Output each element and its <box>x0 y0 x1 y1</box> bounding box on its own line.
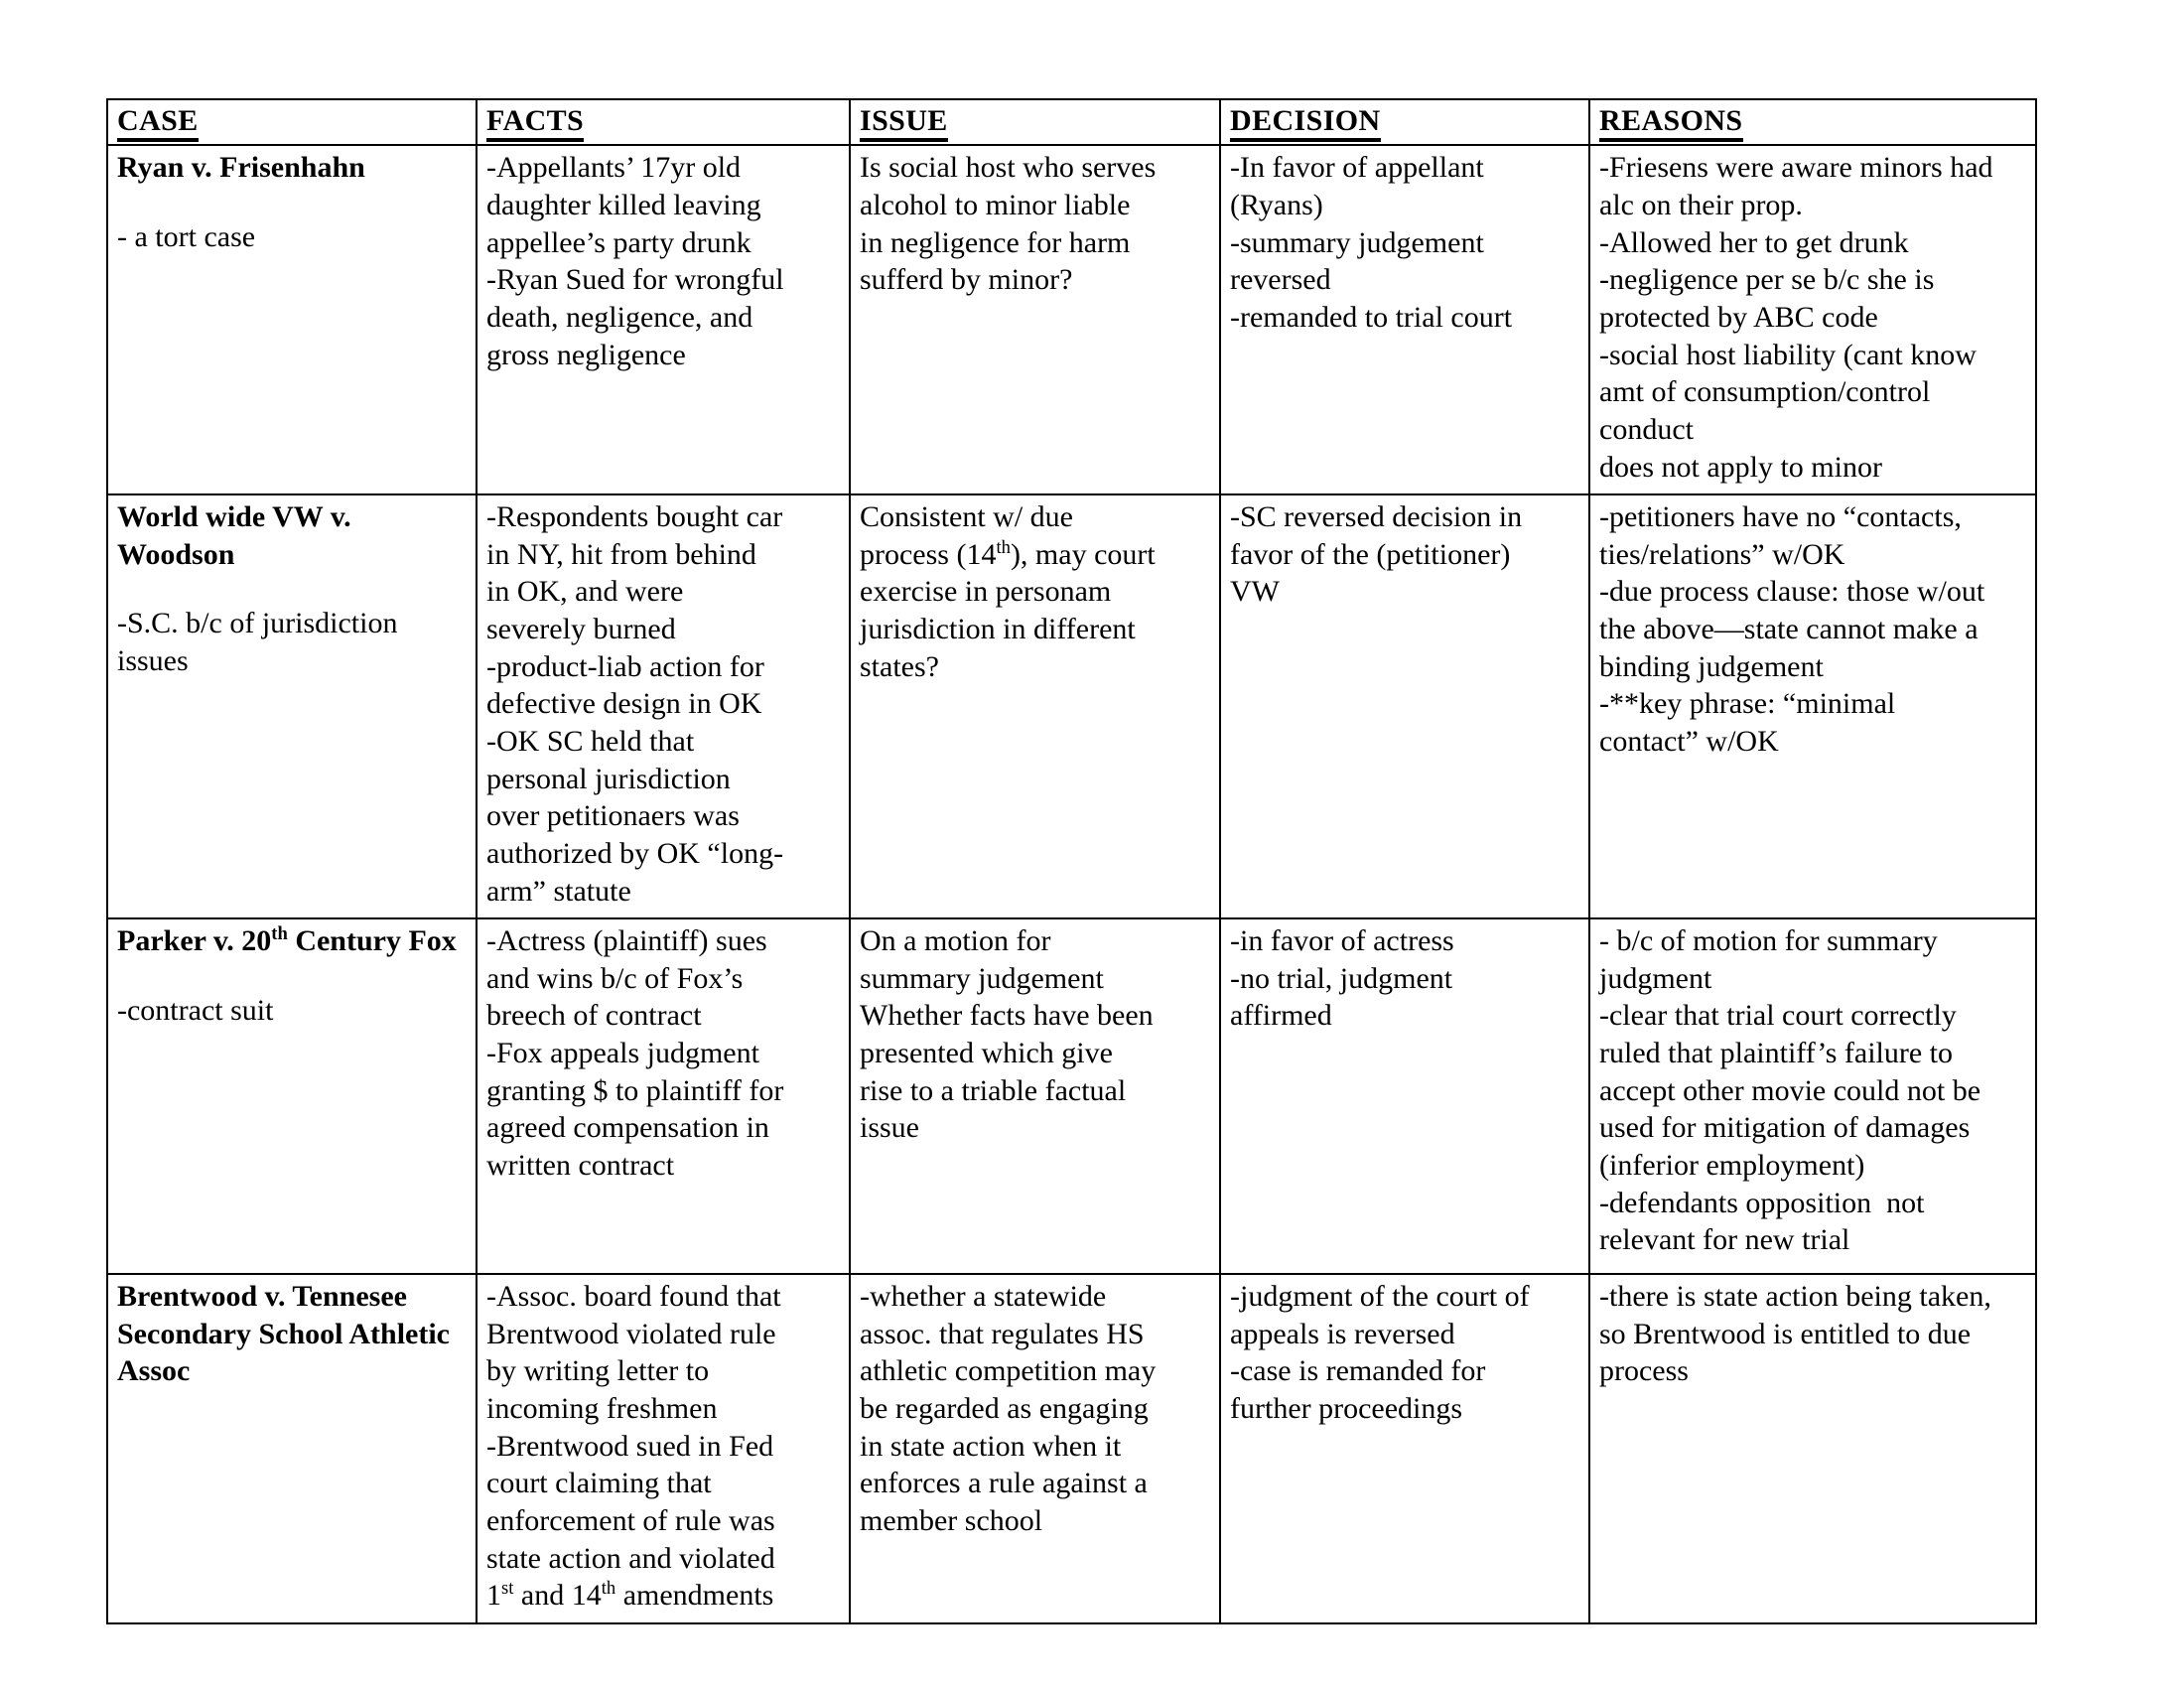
text-line: court claiming that <box>486 1467 712 1500</box>
text-line: 1st and 14th amendments <box>486 1578 774 1613</box>
table-row <box>107 1274 2036 1623</box>
case-subtitle: -S.C. b/c of jurisdiction issues <box>117 607 398 678</box>
text-line: -judgment of the court of <box>1230 1280 1530 1314</box>
text-line: contact” w/OK <box>1599 725 1779 758</box>
facts-lines <box>486 922 840 1184</box>
cell-issue <box>850 1274 1220 1623</box>
text-line: conduct <box>1599 412 1694 446</box>
column-header-issue <box>850 99 1220 145</box>
text-line: protected by ABC code <box>1599 300 1878 334</box>
text-line: further proceedings <box>1230 1392 1463 1426</box>
text-line: -remanded to trial court <box>1230 300 1513 334</box>
text-line: -whether a statewide <box>860 1280 1107 1314</box>
cell-decision <box>1220 1274 1589 1623</box>
column-header-decision <box>1220 99 1589 145</box>
cell-decision <box>1220 494 1589 918</box>
text-line: -defendants opposition not <box>1599 1186 1925 1219</box>
reasons-lines <box>1599 149 2026 486</box>
text-line: arm” statute <box>486 874 631 908</box>
text-line: -Brentwood sued in Fed <box>486 1429 774 1463</box>
text-line: VW <box>1230 575 1280 609</box>
text-line: incoming freshmen <box>486 1392 718 1426</box>
cell-reasons <box>1589 1274 2036 1623</box>
issue-lines <box>860 498 1210 685</box>
cell-decision <box>1220 145 1589 494</box>
cell-case <box>107 494 477 918</box>
text-line: -Appellants’ 17yr old <box>486 151 742 185</box>
text-line: over petitionaers was <box>486 799 740 833</box>
text-line: gross negligence <box>486 338 686 371</box>
text-line: defective design in OK <box>486 687 762 721</box>
text-line: -Actress (plaintiff) sues <box>486 924 767 958</box>
issue-lines <box>860 149 1210 299</box>
text-line: state action and violated <box>486 1541 775 1575</box>
text-line: in negligence for harm <box>860 225 1131 259</box>
text-line: affirmed <box>1230 999 1332 1033</box>
text-line: rise to a triable factual <box>860 1073 1127 1107</box>
text-line: be regarded as engaging <box>860 1392 1149 1426</box>
text-line: member school <box>860 1504 1043 1538</box>
cell-issue <box>850 145 1220 494</box>
case-title: Ryan v. Frisenhahn <box>117 151 365 185</box>
cell-reasons <box>1589 494 2036 918</box>
text-line: judgment <box>1599 961 1712 995</box>
text-line: alc on their prop. <box>1599 189 1803 222</box>
text-line: favor of the (petitioner) <box>1230 537 1511 571</box>
text-line: states? <box>860 649 939 683</box>
text-line: issue <box>860 1111 919 1145</box>
decision-lines <box>1230 149 1579 336</box>
text-line: jurisdiction in different <box>860 613 1136 646</box>
text-line: ties/relations” w/OK <box>1599 537 1845 571</box>
case-brief-table <box>106 98 2037 1624</box>
table-row <box>107 918 2036 1274</box>
cell-issue <box>850 918 1220 1274</box>
text-line: breech of contract <box>486 999 702 1033</box>
text-line: process (14th), may court <box>860 536 1156 571</box>
text-line: granting $ to plaintiff for <box>486 1073 784 1107</box>
column-header-case <box>107 99 477 145</box>
text-line: presented which give <box>860 1037 1113 1070</box>
case-subtitle: -contract suit <box>117 993 274 1027</box>
case-brief-table-wrapper <box>106 98 2035 1624</box>
text-line: reversed <box>1230 263 1331 297</box>
text-line: severely burned <box>486 613 676 646</box>
issue-lines <box>860 922 1210 1147</box>
cell-facts <box>477 1274 850 1623</box>
text-line: -SC reversed decision in <box>1230 500 1523 534</box>
text-line: appellee’s party drunk <box>486 225 751 259</box>
table-row <box>107 145 2036 494</box>
text-line: agreed compensation in <box>486 1111 769 1145</box>
text-line: accept other movie could not be <box>1599 1073 1981 1107</box>
text-line: summary judgement <box>860 961 1104 995</box>
text-line: Brentwood violated rule <box>486 1317 776 1350</box>
reasons-lines <box>1599 922 2026 1259</box>
case-title: Parker v. 20th Century Fox <box>117 923 457 958</box>
text-line: -Friesens were aware minors had <box>1599 151 1993 185</box>
text-line: athletic competition may <box>860 1354 1157 1388</box>
text-line: the above—state cannot make a <box>1599 613 1979 646</box>
text-line: by writing letter to <box>486 1354 710 1388</box>
text-line: (Ryans) <box>1230 189 1323 222</box>
text-line: -negligence per se b/c she is <box>1599 263 1935 297</box>
cell-reasons <box>1589 145 2036 494</box>
reasons-lines <box>1599 498 2026 760</box>
text-line: -case is remanded for <box>1230 1354 1486 1388</box>
text-line: -**key phrase: “minimal <box>1599 687 1896 721</box>
text-line: alcohol to minor liable <box>860 189 1131 222</box>
text-line: and wins b/c of Fox’s <box>486 961 744 995</box>
text-line: -Respondents bought car <box>486 500 783 534</box>
cell-issue <box>850 494 1220 918</box>
text-line: -due process clause: those w/out <box>1599 575 1985 609</box>
text-line: -Allowed her to get drunk <box>1599 225 1909 259</box>
cell-facts <box>477 918 850 1274</box>
cell-case <box>107 145 477 494</box>
table-row <box>107 494 2036 918</box>
column-header-issue-label: ISSUE <box>860 105 948 142</box>
text-line: -petitioners have no “contacts, <box>1599 500 1962 534</box>
cell-decision <box>1220 918 1589 1274</box>
case-title: Brentwood v. Tennesee Secondary School Athletic Assoc <box>117 1280 450 1388</box>
text-line: -clear that trial court correctly <box>1599 999 1957 1033</box>
cell-case <box>107 1274 477 1623</box>
column-header-facts-label: FACTS <box>486 105 584 142</box>
reasons-lines <box>1599 1278 2026 1390</box>
case-subtitle: - a tort case <box>117 220 256 254</box>
text-line: personal jurisdiction <box>486 762 731 795</box>
text-line: -Fox appeals judgment <box>486 1037 759 1070</box>
case-title: World wide VW v. Woodson <box>117 500 351 571</box>
facts-lines <box>486 1278 840 1615</box>
text-line: appeals is reversed <box>1230 1317 1455 1350</box>
text-line: Is social host who serves <box>860 151 1157 185</box>
cell-reasons <box>1589 918 2036 1274</box>
text-line: Consistent w/ due <box>860 500 1073 534</box>
table-body <box>107 145 2036 1623</box>
text-line: -social host liability (cant know <box>1599 338 1977 371</box>
text-line: enforces a rule against a <box>860 1467 1148 1500</box>
text-line: Whether facts have been <box>860 999 1154 1033</box>
text-line: -Ryan Sued for wrongful <box>486 263 784 297</box>
text-line: -In favor of appellant <box>1230 151 1484 185</box>
column-header-reasons-label: REASONS <box>1599 105 1743 142</box>
cell-facts <box>477 494 850 918</box>
text-line: binding judgement <box>1599 649 1824 683</box>
text-line: daughter killed leaving <box>486 189 761 222</box>
text-line: -OK SC held that <box>486 725 695 758</box>
text-line: exercise in personam <box>860 575 1112 609</box>
text-line: - b/c of motion for summary <box>1599 924 1938 958</box>
text-line: so Brentwood is entitled to due <box>1599 1317 1972 1350</box>
text-line: assoc. that regulates HS <box>860 1317 1145 1350</box>
text-line: sufferd by minor? <box>860 263 1073 297</box>
text-line: used for mitigation of damages <box>1599 1111 1971 1145</box>
issue-lines <box>860 1278 1210 1539</box>
header-row <box>107 99 2036 145</box>
text-line: in state action when it <box>860 1429 1122 1463</box>
column-header-decision-label: DECISION <box>1230 105 1381 142</box>
text-line: -summary judgement <box>1230 225 1484 259</box>
text-line: -in favor of actress <box>1230 924 1454 958</box>
text-line: amt of consumption/control <box>1599 375 1931 409</box>
column-header-facts <box>477 99 850 145</box>
text-line: relevant for new trial <box>1599 1223 1850 1257</box>
text-line: does not apply to minor <box>1599 450 1882 484</box>
decision-lines <box>1230 498 1579 611</box>
table-header <box>107 99 2036 145</box>
text-line: written contract <box>486 1149 675 1183</box>
cell-facts <box>477 145 850 494</box>
text-line: -product-liab action for <box>486 649 764 683</box>
column-header-case-label: CASE <box>117 105 199 142</box>
decision-lines <box>1230 922 1579 1035</box>
column-header-reasons <box>1589 99 2036 145</box>
text-line: in NY, hit from behind <box>486 537 756 571</box>
text-line: -there is state action being taken, <box>1599 1280 1991 1314</box>
text-line: process <box>1599 1354 1689 1388</box>
text-line: (inferior employment) <box>1599 1149 1865 1183</box>
text-line: authorized by OK “long- <box>486 836 784 870</box>
facts-lines <box>486 498 840 910</box>
facts-lines <box>486 149 840 373</box>
decision-lines <box>1230 1278 1579 1428</box>
text-line: death, negligence, and <box>486 300 753 334</box>
cell-case <box>107 918 477 1274</box>
text-line: ruled that plaintiff’s failure to <box>1599 1037 1954 1070</box>
text-line: -Assoc. board found that <box>486 1280 781 1314</box>
text-line: in OK, and were <box>486 575 684 609</box>
text-line: On a motion for <box>860 924 1051 958</box>
text-line: -no trial, judgment <box>1230 961 1453 995</box>
text-line: enforcement of rule was <box>486 1504 775 1538</box>
